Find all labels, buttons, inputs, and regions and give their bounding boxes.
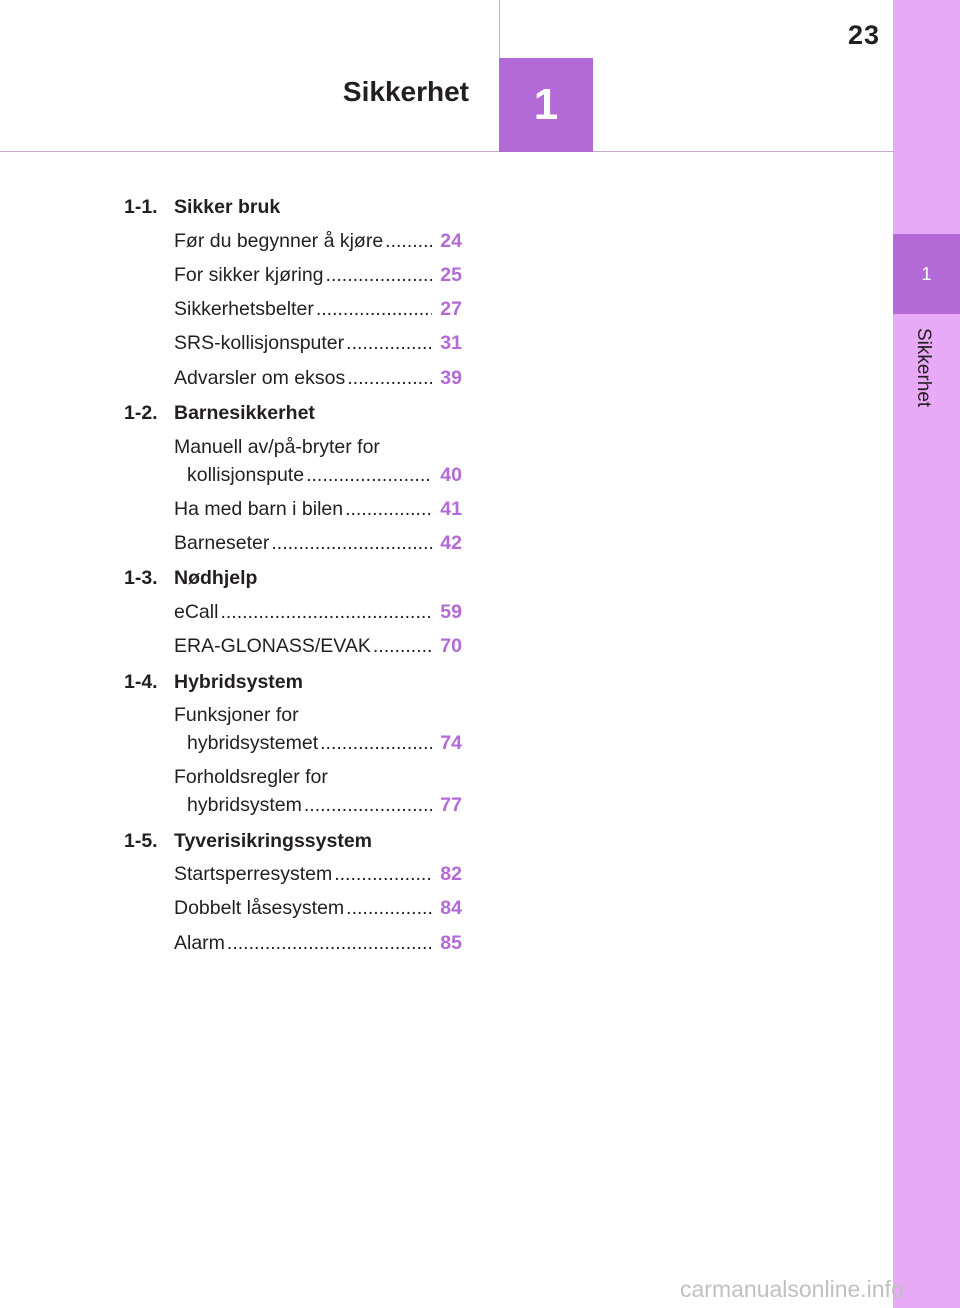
section-number: 1-1. [124, 196, 158, 218]
toc-entry-text: Før du begynner å kjøre [174, 229, 384, 252]
toc-entry[interactable] [174, 894, 462, 922]
section-title: Barnesikkerhet [174, 402, 315, 424]
toc-entry-text: Funksjoner for [174, 704, 299, 726]
toc-entry-text: hybridsystem [187, 794, 302, 817]
section-title: Tyverisikringssystem [174, 829, 372, 852]
toc-page-number[interactable]: 41 [440, 497, 462, 520]
toc-page-number[interactable]: 40 [440, 463, 462, 486]
page-number: 23 [847, 20, 880, 50]
dot-leader [347, 364, 432, 392]
toc-entry[interactable] [174, 929, 462, 957]
dot-leader [306, 461, 432, 489]
dot-leader [227, 929, 432, 957]
dot-leader [271, 529, 432, 557]
toc-entry-text: Startsperresystem [174, 863, 333, 886]
side-tab-chapter-number[interactable]: 1 [893, 234, 960, 314]
toc-entry[interactable] [174, 433, 462, 489]
toc-page-number[interactable]: 25 [440, 263, 462, 286]
chapter-number-box: 1 [499, 58, 593, 152]
header-divider-vertical [499, 0, 500, 58]
toc-page-number[interactable]: 27 [440, 298, 462, 321]
dot-leader [304, 791, 432, 819]
section-heading [124, 402, 315, 425]
dot-leader [385, 227, 432, 255]
section-number: 1-2. [124, 402, 158, 424]
toc-page-number[interactable]: 77 [440, 794, 462, 817]
dot-leader [346, 894, 432, 922]
dot-leader [334, 860, 432, 888]
toc-entry[interactable] [174, 598, 462, 626]
toc-entry-text: hybridsystemet [187, 732, 319, 754]
section-heading [124, 196, 280, 219]
toc-entry[interactable] [174, 495, 462, 523]
toc-entry-text: Barneseter [174, 532, 270, 555]
toc-entry[interactable] [174, 329, 462, 357]
toc-entry[interactable] [174, 261, 462, 289]
toc-entry[interactable] [174, 529, 462, 557]
toc-entry-text: kollisjonspute [187, 463, 305, 486]
toc-page-number[interactable]: 59 [440, 600, 462, 623]
side-band [893, 0, 960, 1308]
section-title: Nødhjelp [174, 567, 258, 590]
toc-entry[interactable] [174, 227, 462, 255]
toc-page-number[interactable]: 82 [440, 863, 462, 886]
toc-entry[interactable] [174, 364, 462, 392]
toc-page-number[interactable]: 24 [440, 229, 462, 252]
section-title: Sikker bruk [174, 196, 281, 218]
dot-leader [346, 329, 432, 357]
toc-page-number[interactable]: 42 [440, 532, 462, 555]
section-number: 1-5. [124, 829, 158, 852]
toc-entry[interactable] [174, 860, 462, 888]
toc-entry[interactable] [174, 763, 462, 819]
toc-entry[interactable] [174, 295, 462, 323]
dot-leader [373, 632, 432, 660]
toc-entry-text: For sikker kjøring [174, 263, 324, 286]
section-heading [124, 567, 257, 590]
header-divider-horizontal [0, 151, 893, 152]
side-tab-label: Sikkerhet [913, 328, 934, 408]
toc-entry-text: eCall [174, 600, 219, 623]
toc-entry-text: Dobbelt låsesystem [174, 897, 345, 920]
dot-leader [345, 495, 432, 523]
toc-entry-text: Sikkerhetsbelter [174, 298, 314, 321]
dot-leader [326, 261, 432, 289]
toc-page-number[interactable]: 39 [440, 366, 462, 389]
chapter-title: Sikkerhet [342, 76, 469, 107]
toc-entry-text: Ha med barn i bilen [174, 497, 344, 520]
toc-page-number[interactable]: 84 [440, 897, 462, 920]
toc-entry[interactable] [174, 701, 462, 757]
section-number: 1-4. [124, 670, 158, 693]
section-title: Hybridsystem [174, 670, 303, 693]
toc-entry-text: Advarsler om eksos [174, 366, 346, 389]
toc-page-number[interactable]: 31 [440, 332, 462, 355]
toc-entry[interactable] [174, 632, 462, 660]
toc-page-number[interactable]: 70 [440, 635, 462, 658]
toc-entry-text: SRS-kollisjonsputer [174, 332, 345, 355]
section-heading [124, 830, 372, 853]
section-heading [124, 671, 303, 694]
section-number: 1-3. [124, 567, 158, 590]
toc-page-number[interactable]: 85 [440, 931, 462, 954]
toc-entry-text: Forholdsregler for [174, 766, 328, 789]
toc-entry-text: Manuell av/på-bryter for [174, 435, 380, 458]
dot-leader [220, 598, 432, 626]
dot-leader [320, 729, 432, 757]
toc-page-number[interactable]: 74 [440, 732, 462, 754]
dot-leader [316, 295, 432, 323]
watermark: carmanualsonline.info [680, 1276, 904, 1302]
toc-entry-text: Alarm [174, 931, 225, 954]
toc-entry-text: ERA-GLONASS/EVAK [174, 635, 371, 658]
